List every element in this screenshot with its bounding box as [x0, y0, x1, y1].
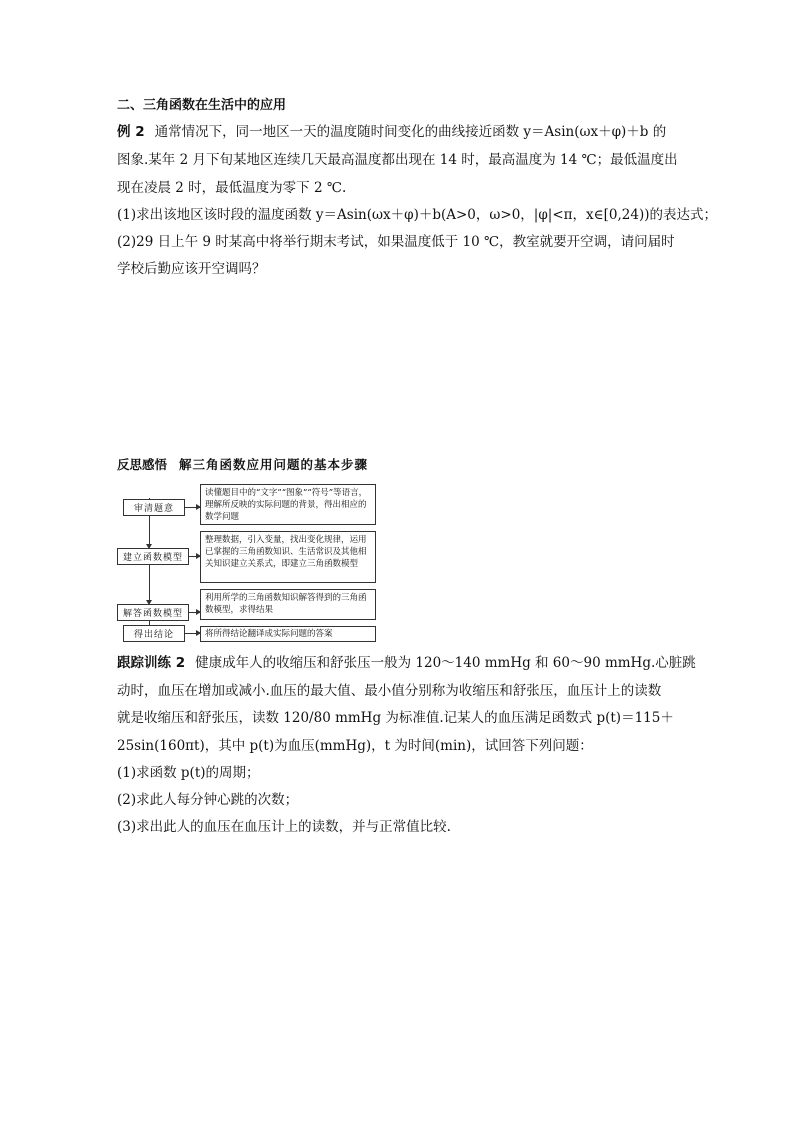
flow-desc-build-model: 整理数据，引入变量，找出变化规律，运用已掌握的三角函数知识、生活常识及其他相关知识建立关系式，即建立三角函数模型	[200, 531, 376, 583]
training-2-line-3: 就是收缩压和舒张压，读数 120/80 mmHg 为标准值.记某人的血压满足函数式 p(t)＝115＋	[117, 710, 674, 726]
reflection-label: 反思感悟	[117, 457, 168, 472]
example-2-line-2: 图象.某年 2 月下旬某地区连续几天最高温度都出现在 14 时，最高温度为 14 ℃；最低温度出	[117, 152, 678, 168]
example-2-line-3: 现在凌晨 2 时，最低温度为零下 2 ℃.	[117, 180, 347, 196]
flow-step-solve-model: 解答函数模型	[117, 604, 189, 621]
training-2-text-1: 健康成年人的收缩压和舒张压一般为 120～140 mmHg 和 60～90 mmHg.心脏跳	[195, 655, 696, 671]
training-2-label: 跟踪训练 2	[117, 655, 186, 671]
flow-desc-conclude: 将所得结论翻译成实际问题的答案	[200, 626, 376, 642]
flow-desc-solve-model: 利用所学的三角函数知识解答得到的三角函数模型，求得结果	[200, 589, 376, 620]
flow-connector-3	[189, 612, 200, 613]
training-2-question-2: (2)求此人每分钟心跳的次数；	[117, 792, 299, 808]
flow-step-clarify: 审清题意	[123, 499, 185, 516]
training-2-line-2: 动时，血压在增加或减小.血压的最大值、最小值分别称为收缩压和舒张压，血压计上的读数	[117, 683, 662, 699]
example-2-question-1: (1)求出该地区该时段的温度函数 y＝Asin(ωx＋φ)＋b(A>0，ω>0，|φ|<π，x∈[0,24))的表达式；	[117, 207, 718, 223]
flow-connector-4	[185, 633, 200, 634]
flow-connector-1	[185, 507, 200, 508]
example-2-text-1: 通常情况下，同一地区一天的温度随时间变化的曲线接近函数 y＝Asin(ωx＋φ)＋b 的	[154, 124, 667, 140]
flow-step-conclude: 得出结论	[123, 625, 185, 642]
flow-desc-clarify: 读懂题目中的“文字”“图象”“符号”等语言，理解所反映的实际问题的背景，得出相应的数学问题	[200, 484, 376, 525]
reflection-title: 解三角函数应用问题的基本步骤	[179, 457, 369, 472]
example-2-label: 例 2	[117, 124, 145, 140]
steps-flowchart	[117, 479, 377, 644]
training-2-question-1: (1)求函数 p(t)的周期；	[117, 765, 260, 781]
flow-step-build-model: 建立函数模型	[117, 548, 189, 565]
section-title: 二、三角函数在生活中的应用	[117, 98, 287, 113]
flow-connector-2	[189, 556, 200, 557]
example-2-question-2: (2)29 日上午 9 时某高中将举行期末考试，如果温度低于 10 ℃，教室就要开空调，请问届时	[117, 234, 675, 250]
training-2-line-1	[117, 654, 696, 672]
flow-arrow-2	[149, 565, 150, 604]
training-2-line-4: 25sin(160πt)，其中 p(t)为血压(mmHg)，t 为时间(min)，试回答下列问题：	[117, 738, 593, 754]
example-2-question-2-cont: 学校后勤应该开空调吗？	[117, 261, 266, 277]
example-2-line-1	[117, 123, 666, 141]
reflection-heading	[117, 456, 368, 474]
training-2-question-3: (3)求出此人的血压在血压计上的读数，并与正常值比较.	[117, 819, 451, 835]
